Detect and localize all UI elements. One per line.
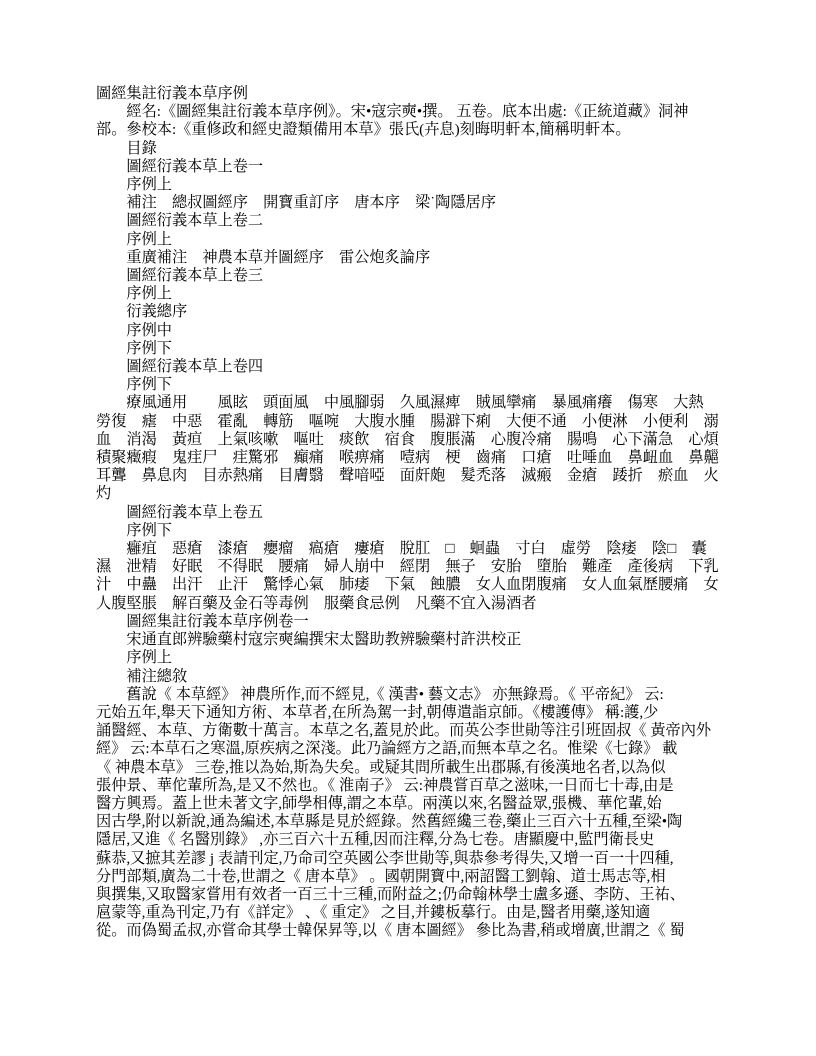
- text-line-13: 序例中: [96, 321, 172, 339]
- text-line-40: 因古學,附以新說,通為編述,本草縣是見於經錄。然舊經纔三卷,藥止三百六十五種,至梁•陶: [96, 813, 683, 831]
- text-line-41: 隱居,又進《 名醫別錄》 ,亦三百六十五種,因而注釋,分為七卷。唐顯慶中,監門衛長史: [96, 831, 655, 849]
- text-line-2: 部。參校本:《重修政和經史證類備用本草》張氏(卉息)刻晦明軒本,簡稱明軒本。: [96, 121, 631, 139]
- text-line-17: 療風通用 風眩 頭面風 中風腳弱 久風濕痺 賊風攣痛 暴風痛癢 傷寒 大熱: [96, 394, 704, 412]
- text-line-27: 汁 中蠱 出汗 止汗 驚悸心氣 肺痿 下氣 蝕膿 女人血閉腹痛 女人血氣歷腰痛 女: [96, 576, 719, 594]
- text-line-29: 圖經集註衍義本草序例卷一: [96, 612, 309, 630]
- text-line-32: 補注總敘: [96, 667, 188, 685]
- text-line-19: 血 消渴 黃疸 上氣咳嗽 嘔吐 痰飲 宿食 腹脹滿 心腹冷痛 腸鳴 心下滿急 心煩: [96, 430, 719, 448]
- text-line-34: 元始五年,舉天下通知方術、本草者,在所為駕一封,朝傳遣詣京師。《樓護傳》 稱:護,少: [96, 703, 659, 721]
- text-line-7: 圖經衍義本草上卷二: [96, 212, 264, 230]
- text-line-14: 序例下: [96, 339, 172, 357]
- text-line-28: 人腹堅脹 解百藥及金石等毒例 服藥食忌例 凡藥不宜入湯酒者: [96, 594, 537, 612]
- text-line-16: 序例下: [96, 376, 172, 394]
- text-line-18: 勞復 瘧 中惡 霍亂 轉筋 嘔啘 大腹水腫 腸澼下痢 大便不通 小便淋 小便利 溺: [96, 412, 719, 430]
- text-line-42: 蘇恭,又摭其差謬 j 表請刊定,乃命司空英國公李世勛等,與恭參考得失,又增一百一十四種,: [96, 849, 674, 867]
- text-line-4: 圖經衍義本草上卷一: [96, 157, 264, 175]
- text-line-46: 從。而偽蜀孟叔,亦嘗命其學士韓保昇等,以《 唐本圖經》 參比為書,稍或增廣,世謂之《 蜀: [96, 922, 685, 940]
- text-line-30: 宋通直郎辨驗藥村寇宗奭編撰宋太醫助教辨驗藥村許洪校正: [96, 631, 522, 649]
- text-line-6: 補注 總叔圖經序 開寶重訂序 唐本序 梁˙陶隱居序: [96, 194, 496, 212]
- text-line-24: 序例下: [96, 521, 172, 539]
- text-line-1: 經名:《圖經集註衍義本草序例》。宋•寇宗奭•撰。 五卷。底本出處:《正統道藏》洞神: [96, 103, 689, 121]
- document-body: [96, 103, 776, 940]
- text-line-33: 舊說《 本草經》 神農所作,而不經見,《 漢書• 藝文志》 亦無錄焉。《 平帝紀》 云:: [96, 685, 664, 703]
- text-line-10: 圖經衍義本草上卷三: [96, 267, 264, 285]
- document-content: [96, 85, 776, 941]
- text-line-5: 序例上: [96, 176, 172, 194]
- text-line-35: 誦醫經、本草、方衛數十萬言。本草之名,蓋見於此。而英公李世勛等注引班固叔《 黃帝內外: [96, 722, 712, 740]
- text-line-38: 張仲景、華佗輩所為,是又不然也。《 淮南子》 云:神農嘗百草之滋味,一日而七十毒,由是: [96, 776, 674, 794]
- text-line-12: 衍義總序: [96, 303, 188, 321]
- text-line-22: 灼: [96, 485, 112, 503]
- text-line-9: 重廣補注 神農本草并圖經序 雷公炮炙論序: [96, 248, 431, 266]
- text-line-3: 目錄: [96, 139, 157, 157]
- text-line-23: 圖經衍義本草上卷五: [96, 503, 264, 521]
- text-line-8: 序例上: [96, 230, 172, 248]
- text-line-44: 與撰集,又取醫家嘗用有效者一百三十三種,而附益之;仍命翰林學士盧多遜、李防、王祐、: [96, 885, 685, 903]
- text-line-11: 序例上: [96, 285, 172, 303]
- text-line-39: 醫方興焉。蓋上世未著文字,師學相傳,謂之本草。兩漢以來,名醫益眾,張機、華佗輩,始: [96, 794, 662, 812]
- text-line-45: 扈蒙等,重為刊定,乃有《詳定》 、《 重定》 之目,并鏤板摹行。由是,醫者用藥,遂知適: [96, 904, 651, 922]
- text-line-37: 《 神農本草》 三卷,推以為始,斯為失矣。或疑其問所載生出郡縣,有後漢地名者,以為似: [96, 758, 666, 776]
- text-line-26: 濕 泄精 好眠 不得眠 腰痛 婦人崩中 經閉 無子 安胎 墮胎 難產 產後病 下乳: [96, 558, 719, 576]
- text-line-20: 積聚癥瘕 鬼疰尸 疰驚邪 癲痛 喉痹痛 噎病 梗 齒痛 口瘡 吐唾血 鼻衄血 鼻齆: [96, 449, 719, 467]
- text-line-21: 耳聾 鼻息肉 目赤熱痛 目膚翳 聲喑啞 面皯皰 髮禿落 滅瘢 金瘡 踒折 瘀血 火: [96, 467, 719, 485]
- document-title: 圖經集註衍義本草序例: [96, 85, 248, 102]
- text-line-43: 分門部類,廣為二十卷,世謂之《 唐本草》 。國朝開寶中,兩詔醫工劉翰、道士馬志等,相: [96, 867, 666, 885]
- text-line-25: 癰疽 惡瘡 漆瘡 癭瘤 瘑瘡 瘻瘡 脫肛 □ 蛔蟲 寸白 虛勞 陰痿 陰□ 囊: [96, 540, 707, 558]
- text-line-31: 序例上: [96, 649, 172, 667]
- text-line-36: 經》 云:本草石之寒溫,原疾病之深淺。此乃論經方之語,而無本草之名。惟梁《七錄》 載: [96, 740, 678, 758]
- text-line-15: 圖經衍義本草上卷四: [96, 358, 264, 376]
